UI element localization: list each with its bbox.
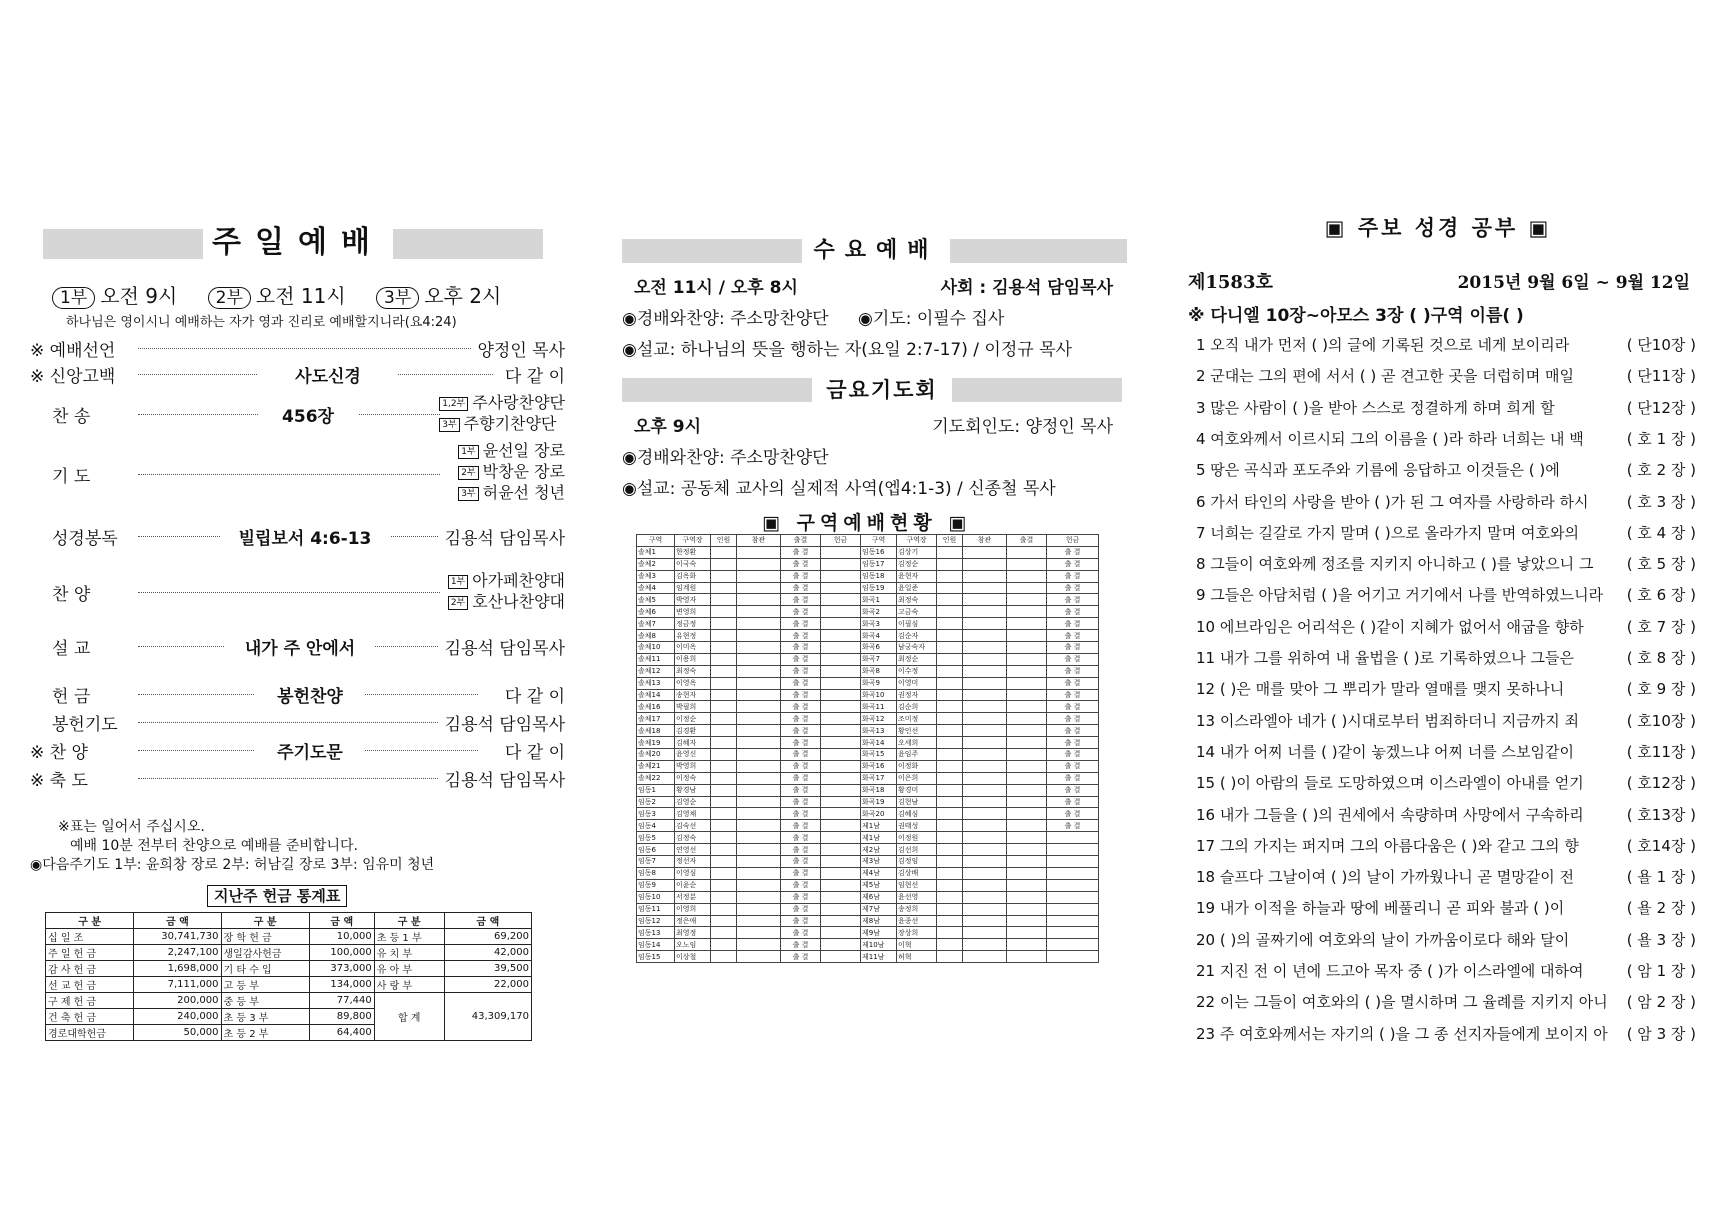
study-question: 13 이스라엘아 네가 ( )시대로부터 범죄하더니 지금까지 죄 ( 호10장 ) <box>1196 711 1696 730</box>
table-row: 임동10 서정분 출 결 제6남 윤선영 <box>637 891 1099 903</box>
table-row: 솔체10 이미옥 출 결 화곡6 남궁숙자 출 결 <box>637 642 1099 654</box>
study-question: 21 지진 전 이 년에 드고아 목자 중 ( )가 이스라엘에 대하여 ( 암 1 장 ) <box>1196 962 1696 980</box>
table-row: 솔체22 이정숙 출 결 화곡17 이은희 출 결 <box>637 772 1099 784</box>
sunday-banner <box>43 225 543 260</box>
sunday-notes: ※표는 일어서 주십시오. 예배 10분 전부터 찬양으로 예배를 준비합니다. ◉다음주기도 1부: 윤희창 장로 2부: 허남길 장로 3부: 임유미 청년 <box>30 819 435 873</box>
study-question: 7 너희는 길갈로 가지 말며 ( )으로 올라가지 말며 여호와의 ( 호 4 장 ) <box>1196 523 1696 542</box>
table-row: 임동13 최영정 출 결 제9남 장상희 <box>637 927 1099 939</box>
study-question: 15 ( )이 아람의 들로 도망하였으며 이스라엘이 아내를 얻기 ( 호12장 ) <box>1196 774 1696 793</box>
table-row: 솔체7 정금정 출 결 화곡3 이필심 출 결 <box>637 618 1099 630</box>
study-title: ▣ 주보 성경 공부 ▣ <box>1324 216 1552 240</box>
table-row: 솔체20 윤영신 출 결 화곡15 윤임주 출 결 <box>637 749 1099 761</box>
study-question: 12 ( )은 매를 맞아 그 뿌리가 말라 열매를 맺지 못하나니 ( 호 9 장 ) <box>1196 680 1696 699</box>
table-row: 임동9 이윤순 출 결 제5남 임현선 <box>637 879 1099 891</box>
study-issue: 제1583호 <box>1188 272 1273 293</box>
table-row: 건 축 헌 금 240,000 초 등 3 부 89,800 <box>46 1009 532 1025</box>
service-1: 1부 오전 9시 <box>52 284 177 308</box>
table-row: 임동3 김영채 출 결 화곡20 김혜심 출 결 <box>637 808 1099 820</box>
table-row: 솔체17 이정순 출 결 화곡12 조미정 출 결 <box>637 713 1099 725</box>
study-question: 10 에브라임은 어리석은 ( )같이 지혜가 없어서 애굽을 향하 ( 호 7 장 ) <box>1196 617 1696 636</box>
table-row: 선 교 헌 금 7,111,000 고 등 부 134,000 사 랑 부 22,000 <box>46 977 532 993</box>
study-question: 22 이는 그들이 여호와의 ( )을 멸시하며 그 율례를 지키지 아니 ( 암 2 장 ) <box>1196 993 1696 1012</box>
friday-banner <box>622 378 1122 402</box>
sunday-title: 주일예배 <box>203 223 393 263</box>
table-row: 솔체12 최정숙 출 결 화곡8 이수정 출 결 <box>637 665 1099 677</box>
wednesday-prayer: ◉기도: 이필수 집사 <box>858 309 1005 329</box>
study-questions <box>1196 334 1696 1054</box>
table-row: 솔체1 한정환 출 결 임동16 김상기 출 결 <box>637 546 1099 558</box>
study-question: 19 내가 이적을 하늘과 땅에 베풀리니 곧 피와 불과 ( )이 ( 욜 2 장 ) <box>1196 899 1696 918</box>
study-question: 4 여호와께서 이르시되 그의 이름을 ( )라 하라 너희는 내 백 ( 호 1 장 ) <box>1196 429 1696 448</box>
table-row: 임동1 황경남 출 결 화곡18 황경미 출 결 <box>637 784 1099 796</box>
table-row: 솔체21 박영희 출 결 화곡16 이정화 출 결 <box>637 760 1099 772</box>
wednesday-praise: ◉경배와찬양: 주소망찬양단 <box>622 309 829 329</box>
offering-title: 지난주 헌금 통계표 <box>207 885 347 907</box>
friday-time: 오후 9시 <box>634 417 702 437</box>
table-row: 구 분 금 액 구 분 금 액 구 분 금 액 <box>46 913 532 929</box>
study-date: 2015년 9월 6일 ~ 9월 12일 <box>1457 273 1690 293</box>
table-row: 솔체4 임계원 출 결 임동19 윤일준 출 결 <box>637 582 1099 594</box>
wednesday-sermon: ◉설교: 하나님의 뜻을 행하는 자(요일 2:7-17) / 이정규 목사 <box>622 340 1072 360</box>
service-times <box>52 280 501 309</box>
study-question: 2 군대는 그의 편에 서서 ( ) 곧 견고한 곳을 더럽히며 매일 ( 단11장 ) <box>1196 367 1696 386</box>
table-row: 솔체16 박필희 출 결 화곡11 김순희 출 결 <box>637 701 1099 713</box>
table-row: 임동15 이상철 출 결 제11남 허혁 <box>637 951 1099 963</box>
study-question: 18 슬프다 그날이여 ( )의 날이 가까웠나니 곧 멸망같이 전 ( 욜 1 장 ) <box>1196 868 1696 887</box>
table-row: 솔체2 이국숙 출 결 임동17 김정순 출 결 <box>637 558 1099 570</box>
table-row: 주 일 헌 금 2,247,100 생일감사헌금 100,000 유 치 부 42,000 <box>46 945 532 961</box>
table-row: 임동12 정은애 출 결 제8남 윤종선 <box>637 915 1099 927</box>
study-question: 9 그들은 아담처럼 ( )을 어기고 거기에서 나를 반역하였느니라 ( 호 6 장 ) <box>1196 586 1696 605</box>
table-row: 임동4 김숙선 출 결 제1남 권태성 출 결 <box>637 820 1099 832</box>
study-question: 5 땅은 곡식과 포도주와 기름에 응답하고 이것들은 ( )에 ( 호 2 장 ) <box>1196 461 1696 480</box>
wednesday-banner <box>622 239 1127 263</box>
table-row: 임동8 이영심 출 결 제4남 김상배 <box>637 867 1099 879</box>
friday-sermon: ◉설교: 공동체 교사의 실제적 사역(엡4:1-3) / 신종철 목사 <box>622 479 1056 499</box>
study-question: 11 내가 그를 위하여 내 율법을 ( )로 기록하였으나 그들은 ( 호 8 장 ) <box>1196 649 1696 667</box>
offering-table <box>45 912 532 1041</box>
study-question: 14 내가 어찌 너를 ( )같이 놓겠느냐 어찌 너를 스보임같이 ( 호11장 ) <box>1196 742 1696 761</box>
table-row: 경로대학헌금 50,000 초 등 2 부 64,400 <box>46 1025 532 1041</box>
sunday-verse: 하나님은 영이시니 예배하는 자가 영과 진리로 예배할지니라(요4:24) <box>66 315 457 330</box>
friday-praise: ◉경배와찬양: 주소망찬양단 <box>622 448 829 468</box>
district-table <box>636 534 1099 963</box>
table-row: 임동11 이영희 출 결 제7남 송정희 <box>637 903 1099 915</box>
table-row: 솔체6 변영희 출 결 화곡2 고금숙 출 결 <box>637 606 1099 618</box>
study-question: 16 내가 그들을 ( )의 권세에서 속량하며 사망에서 구속하리 ( 호13장 ) <box>1196 805 1696 824</box>
table-row: 솔체8 유현정 출 결 화곡4 김순자 출 결 <box>637 630 1099 642</box>
table-row: 임동7 정선자 출 결 제3남 김정임 <box>637 856 1099 868</box>
friday-leader: 기도회인도: 양정인 목사 <box>932 417 1113 437</box>
table-row: 구 제 헌 금 200,000 중 등 부 77,440 합 계 43,309,170 <box>46 993 532 1009</box>
study-question: 6 가서 타인의 사랑을 받아 ( )가 된 그 여자를 사랑하라 하시 ( 호 3 장 ) <box>1196 492 1696 511</box>
order-row: 찬 송 456장 1,2부 주사랑찬양단 3부 주향기찬양단 <box>52 393 565 433</box>
service-2: 2부 오전 11시 <box>208 284 346 308</box>
table-row: 임동2 김영순 출 결 화곡19 김현남 출 결 <box>637 796 1099 808</box>
wednesday-title: 수요예배 <box>802 233 950 269</box>
table-row: 솔체3 김옥화 출 결 임동18 윤현자 출 결 <box>637 570 1099 582</box>
friday-title: 금요기도회 <box>812 372 952 408</box>
table-row: 임동5 김정숙 출 결 제1남 이정원 <box>637 832 1099 844</box>
table-row: 솔체19 김혜자 출 결 화곡14 오세희 출 결 <box>637 737 1099 749</box>
table-row: 십 일 조 30,741,730 장 학 헌 금 10,000 초 등 1 부 69,200 <box>46 929 532 945</box>
table-row: 솔체11 이용희 출 결 화곡7 최정순 출 결 <box>637 653 1099 665</box>
wednesday-host: 사회 : 김용석 담임목사 <box>940 278 1113 298</box>
table-row: 솔체18 김경환 출 결 화곡13 황인선 출 결 <box>637 725 1099 737</box>
study-question: 20 ( )의 골짜기에 여호와의 날이 가까움이로다 해와 달이 ( 욜 3 장 ) <box>1196 930 1696 949</box>
table-row: 구역 구역장 인원 참관 출결 헌금 구역 구역장 인원 참관 출결 헌금 <box>637 535 1099 547</box>
table-row: 솔체13 이영옥 출 결 화곡9 이영미 출 결 <box>637 677 1099 689</box>
order-row: 찬 양 1부 아가페찬양대 2부 호산나찬양대 <box>52 571 565 611</box>
study-question: 23 주 여호와께서는 자기의 ( )을 그 종 선지자들에게 보이지 아 ( 암 3 장 ) <box>1196 1024 1696 1043</box>
order-row: 기 도 1부 윤선일 장로 2부 박창운 장로 3부 허윤선 청년 <box>52 441 565 502</box>
district-title: ▣ 구역예배현황 ▣ <box>762 512 972 534</box>
table-row: 솔체5 박영자 출 결 화곡1 최정숙 출 결 <box>637 594 1099 606</box>
study-question: 8 그들이 여호와께 정조를 지키지 아니하고 ( )를 낳았으니 그 ( 호 5 장 ) <box>1196 555 1696 574</box>
table-row: 감 사 헌 금 1,698,000 기 타 수 입 373,000 유 아 부 39,500 <box>46 961 532 977</box>
wednesday-time: 오전 11시 / 오후 8시 <box>634 278 798 298</box>
table-row: 솔체14 송현자 출 결 화곡10 권정자 출 결 <box>637 689 1099 701</box>
study-question: 17 그의 가지는 퍼지며 그의 아름다움은 ( )와 같고 그의 향 ( 호14장 ) <box>1196 836 1696 855</box>
study-question: 1 오직 내가 먼저 ( )의 글에 기록된 것으로 네게 보이리라 ( 단10장 ) <box>1196 336 1696 354</box>
service-3: 3부 오후 2시 <box>376 284 501 308</box>
order-list: ※ 예배선언 양정인 목사 ※ 신앙고백 사도신경 다 같 이 찬 송 456장 1,2부 주사랑찬양단 3부 주향기찬양단 기 도 1부 윤선일 장로 2부 박창운 장로 3부 허윤선 청년 성경봉독 빌립보서 4:6-13 김용석 담임목사 찬 양 1부 아가페찬양대 2부 호산나찬양대 설 교 내가 주 안에서 김용석 담임목사 헌 금 봉헌찬양 다 같 이 봉헌기도 김용석 담임목사 ※ 찬 양 주기도문 다 같 이 ※ 축 도 김용석 담임목사 <box>30 336 565 806</box>
study-question: 3 많은 사람이 ( )을 받아 스스로 정결하게 하며 희게 할 ( 단12장 ) <box>1196 398 1696 417</box>
table-row: 임동6 연영선 출 결 제2남 김선희 <box>637 844 1099 856</box>
study-range: ※ 다니엘 10장~아모스 3장 ( )구역 이름( ) <box>1188 306 1524 326</box>
table-row: 임동14 오노임 출 결 제10남 이혁 <box>637 939 1099 951</box>
